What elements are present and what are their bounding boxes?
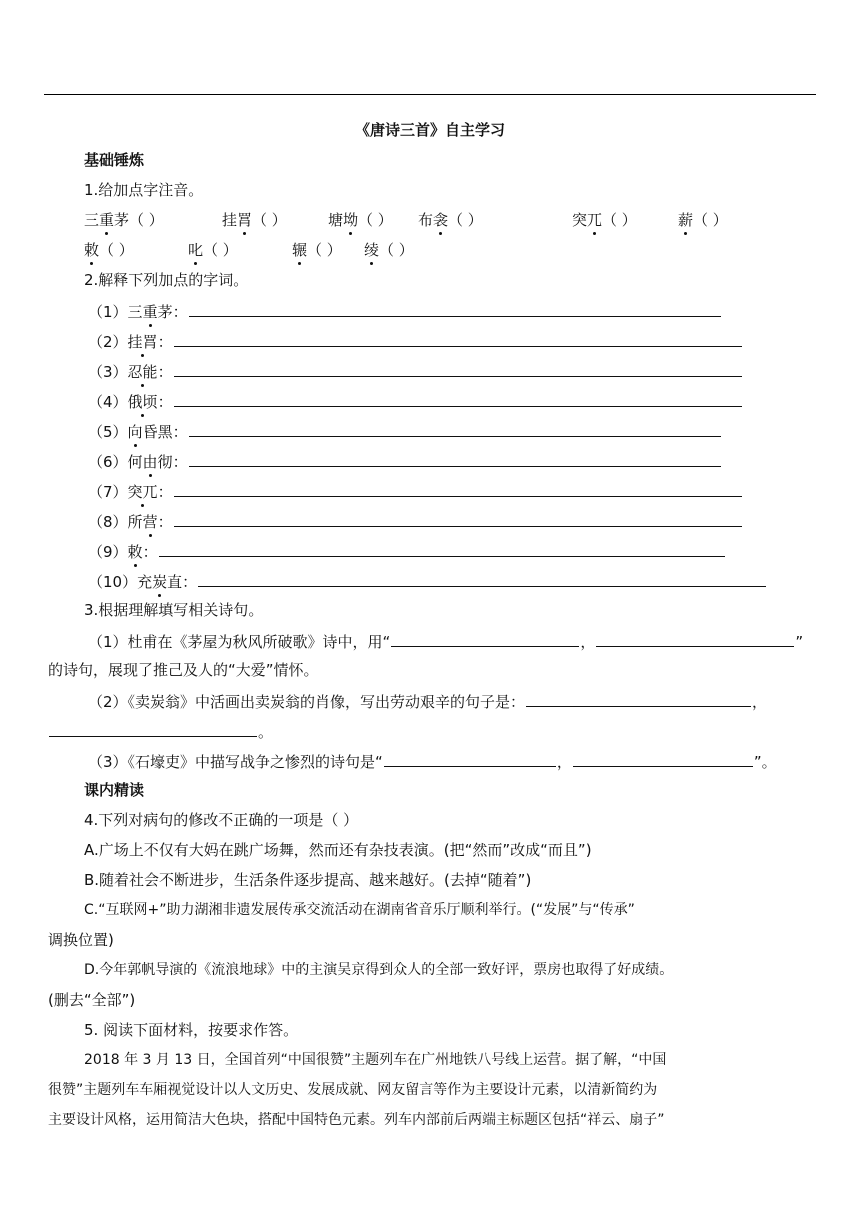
answer-blank[interactable] xyxy=(526,690,751,707)
pinyin-item: 三重茅（ ） xyxy=(84,211,164,229)
pinyin-item: 突兀（ ） xyxy=(572,211,637,229)
answer-blank[interactable] xyxy=(159,540,725,557)
answer-blank[interactable] xyxy=(174,480,742,497)
definition-item: （7）突兀： xyxy=(88,480,743,502)
definition-item: （8）所营： xyxy=(88,510,743,532)
passage-line: 主要设计风格，运用简洁大色块，搭配中国特色元素。列车内部前后两端主标题区包括“祥云、扇子” xyxy=(48,1112,665,1128)
question-4: 4.下列对病句的修改不正确的一项是（ ） xyxy=(84,811,359,829)
option-b: B.随着社会不断进步，生活条件逐步提高、越来越好。(去掉“随着”) xyxy=(84,871,532,889)
question-3-1-cont: 的诗句，展现了推己及人的“大爱”情怀。 xyxy=(48,661,319,679)
pinyin-item: 绫（ ） xyxy=(364,241,414,259)
definition-item: （2）挂罥： xyxy=(88,330,743,352)
answer-blank[interactable] xyxy=(174,390,742,407)
definition-item: （4）俄顷： xyxy=(88,390,743,412)
answer-blank[interactable] xyxy=(174,360,742,377)
answer-blank[interactable] xyxy=(174,510,742,527)
section-heading-basics: 基础锤炼 xyxy=(84,151,145,169)
question-3-2-cont: 。 xyxy=(48,720,273,742)
option-a: A.广场上不仅有大妈在跳广场舞，然而还有杂技表演。(把“然而”改成“而且”) xyxy=(84,841,592,859)
answer-blank[interactable] xyxy=(198,570,766,587)
pinyin-item: 挂罥（ ） xyxy=(222,211,287,229)
section-heading-reading: 课内精读 xyxy=(84,781,145,799)
option-c: C.“互联网+”助力湖湘非遗发展传承交流活动在湖南省音乐厅顺利举行。(“发展”与“传承” xyxy=(84,902,635,918)
option-d: D.今年郭帆导演的《流浪地球》中的主演吴京得到众人的全部一致好评，票房也取得了好成绩。 xyxy=(84,962,674,978)
definition-item: （9）敕： xyxy=(88,540,726,562)
option-d-cont: (删去“全部”) xyxy=(48,991,136,1009)
answer-blank[interactable] xyxy=(573,750,753,767)
answer-blank[interactable] xyxy=(391,630,579,647)
definition-item: （1）三重茅： xyxy=(88,300,722,322)
page-title: 《唐诗三首》自主学习 xyxy=(354,121,505,139)
definition-item: （5）向昏黑： xyxy=(88,420,722,442)
pinyin-item: 敕（ ） xyxy=(84,241,134,259)
pinyin-item: 布衾（ ） xyxy=(418,211,483,229)
option-c-cont: 调换位置) xyxy=(48,931,114,949)
answer-blank[interactable] xyxy=(384,750,556,767)
answer-blank[interactable] xyxy=(174,330,742,347)
pinyin-item: 塘坳（ ） xyxy=(328,211,393,229)
answer-blank[interactable] xyxy=(49,720,257,737)
pinyin-item: 叱（ ） xyxy=(188,241,238,259)
definition-item: （6）何由彻： xyxy=(88,450,722,472)
definition-item: （3）忍能： xyxy=(88,360,743,382)
question-2: 2.解释下列加点的字词。 xyxy=(84,271,249,289)
question-3-2: （2）《卖炭翁》中活画出卖炭翁的肖像，写出劳动艰辛的句子是： ， xyxy=(88,690,767,712)
answer-blank[interactable] xyxy=(596,630,794,647)
pinyin-item: 辗（ ） xyxy=(292,241,342,259)
question-1: 1.给加点字注音。 xyxy=(84,181,204,199)
answer-blank[interactable] xyxy=(189,300,721,317)
top-rule xyxy=(44,94,816,95)
question-3-1: （1）杜甫在《茅屋为秋风所破歌》诗中，用“ ， ” xyxy=(88,630,803,652)
passage-line: 2018 年 3 月 13 日，全国首列“中国很赞”主题列车在广州地铁八号线上运营。据了解，“中国 xyxy=(84,1052,667,1068)
question-5: 5. 阅读下面材料，按要求作答。 xyxy=(84,1021,299,1039)
answer-blank[interactable] xyxy=(189,420,721,437)
definition-item: （10）充炭直： xyxy=(88,570,767,592)
question-3: 3.根据理解填写相关诗句。 xyxy=(84,601,264,619)
question-3-3: （3）《石壕吏》中描写战争之惨烈的诗句是“ ， ”。 xyxy=(88,750,777,772)
answer-blank[interactable] xyxy=(189,450,721,467)
pinyin-item: 薪（ ） xyxy=(678,211,728,229)
passage-line: 很赞”主题列车车厢视觉设计以人文历史、发展成就、网友留言等作为主要设计元素，以清新简约为 xyxy=(48,1082,658,1098)
